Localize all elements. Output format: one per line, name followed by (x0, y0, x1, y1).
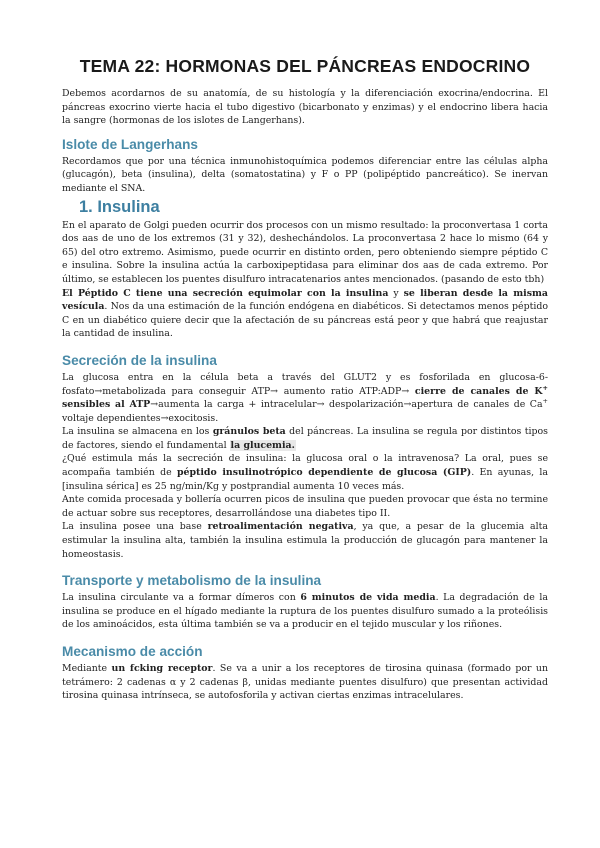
vida-media-bold: 6 minutos de vida media (300, 592, 436, 604)
secrecion-p2-a: La insulina se almacena en los (62, 426, 213, 438)
secrecion-p1-b: cierre de canales de K (414, 385, 543, 397)
heading-islote: Islote de Langerhans (62, 136, 198, 152)
secrecion-p3-c: . En ayunas, la [insulina sérica] es 25 ng/min/Kg y postprandial aumenta 10 veces más. (62, 467, 548, 492)
secrecion-p1-a: La glucosa entra en la célula beta a través del GLUT2 y es fosforilada en glucosa-6-fosfato→metabolizada para conseguir ATP→ aumento ratio ATP:ADP→ (62, 371, 548, 397)
retroalimentacion-bold: retroalimentación negativa (207, 521, 354, 533)
secrecion-p1-d: →aumenta la carga + intracelular→ despolarización→apertura de canales de Ca (150, 399, 543, 411)
secrecion-paragraph-5 (62, 520, 548, 561)
vesicula-bold: se liberan desde la misma vesícula (62, 287, 548, 313)
mecanismo-p-a: Mediante (62, 663, 112, 674)
heading-insulina: 1. Insulina (79, 197, 160, 216)
mecanismo-p-c: . Se va a unir a los receptores de tirosina quinasa (formado por un tetrámero: 2 cadenas α y 2 cadenas β, unidas mediante puentes disulfuro) que presentan actividad tirosina quinasa intrínseca, se autofosforila y activan ciertas enzimas intracelulares. (62, 663, 548, 702)
peptido-c-bold: El Péptido C tiene una secreción equimolar con la insulina (62, 287, 389, 299)
glucemia-highlight: la glucemia. (230, 439, 295, 451)
insulina-paragraph-2 (62, 287, 548, 341)
insulina-p2-text-2: . Nos da una estimación de la función endógena en diabéticos. Si detectamos menos péptido C en un diabético quiere decir que la afectación de su páncreas está peor y que habrá que reajustar la cantidad de insulina. (62, 301, 548, 340)
intro-paragraph: Debemos acordarnos de su anatomía, de su histología y la diferenciación exocrina/endocrina. El páncreas exocrino vierte hacia el tubo digestivo (bicarbonato y enzimas) y el endocrino libera hacia la sangre (hormonas de los islotes de Langerhans). (62, 88, 548, 127)
secrecion-paragraph-3 (62, 452, 548, 493)
secrecion-p3-a: ¿Qué estimula más la secreción de insulina: la glucosa oral o la intravenosa? La oral, pues se acompaña también de (62, 453, 548, 479)
gip-bold: péptido insulinotrópico dependiente de glucosa (GIP) (176, 467, 472, 479)
insulina-p2-text-1: y (388, 287, 404, 299)
granulos-beta-bold: gránulos beta (212, 426, 286, 438)
heading-transporte: Transporte y metabolismo de la insulina (62, 573, 322, 589)
page-title: TEMA 22: HORMONAS DEL PÁNCREAS ENDOCRINO (79, 56, 531, 76)
potassium-charge-sup: + (542, 383, 548, 392)
heading-secrecion: Secreción de la insulina (62, 352, 217, 368)
secrecion-p5-a: La insulina posee una base (62, 521, 208, 533)
transporte-p-a: La insulina circulante va a formar dímeros con (62, 592, 301, 604)
secrecion-p1-c: sensibles al ATP (62, 399, 151, 411)
islote-paragraph: Recordamos que por una técnica inmunohistoquímica podemos diferenciar entre las células alpha (glucagón), beta (insulina), delta (somatostatina) y F o PP (polipéptido pancreático). Se inervan mediante el SNA. (62, 155, 548, 194)
transporte-paragraph (62, 591, 548, 632)
secrecion-p1-e: voltaje dependientes→exocitosis. (62, 412, 219, 424)
heading-mecanismo: Mecanismo de acción (62, 644, 203, 659)
calcium-charge-sup: + (542, 396, 548, 405)
receptor-bold: un fcking receptor (111, 663, 213, 674)
mecanismo-paragraph (62, 662, 548, 703)
secrecion-p2-c: del páncreas. La insulina se regula por distintos tipos de factores, siendo el fundamental (62, 426, 548, 451)
secrecion-paragraph-2 (62, 425, 548, 452)
transporte-p-c: . La degradación de la insulina se produce en el hígado mediante la ruptura de los puentes disulfuro sumado a la proteólisis de los aminoácidos, esta última también se va a producir en el tejido muscular y los riñones. (62, 592, 549, 631)
insulina-paragraph-1: En el aparato de Golgi pueden ocurrir dos procesos con un mismo resultado: la proconvertasa 1 corta dos aas de uno de los extremos (31 y 32), deshechándolos. La proconvertasa 2 hace lo mismo (64 y 65) del otro extremo. Asimismo, puede ocurrir en distinto orden, pero obteniendo siempre péptido C e insulina. Sobre la insulina actúa la carboxipeptidasa para eliminar dos aas de cada extremo. Por último, se establecen los puentes disulfuro intracatenarios antes mencionados. (pasando de esto tbh) (62, 219, 548, 285)
secrecion-paragraph-4: Ante comida procesada y bollería ocurren picos de insulina que pueden provocar que ésta no termine de actuar sobre sus receptores, desarrollándose una diabetes tipo II. (62, 494, 548, 519)
secrecion-p5-c: , ya que, a pesar de la glucemia alta estimular la insulina alta, también la insulina estimula la producción de glucagón para mantener la homeostasis. (62, 521, 548, 560)
secrecion-paragraph-1 (62, 371, 548, 425)
